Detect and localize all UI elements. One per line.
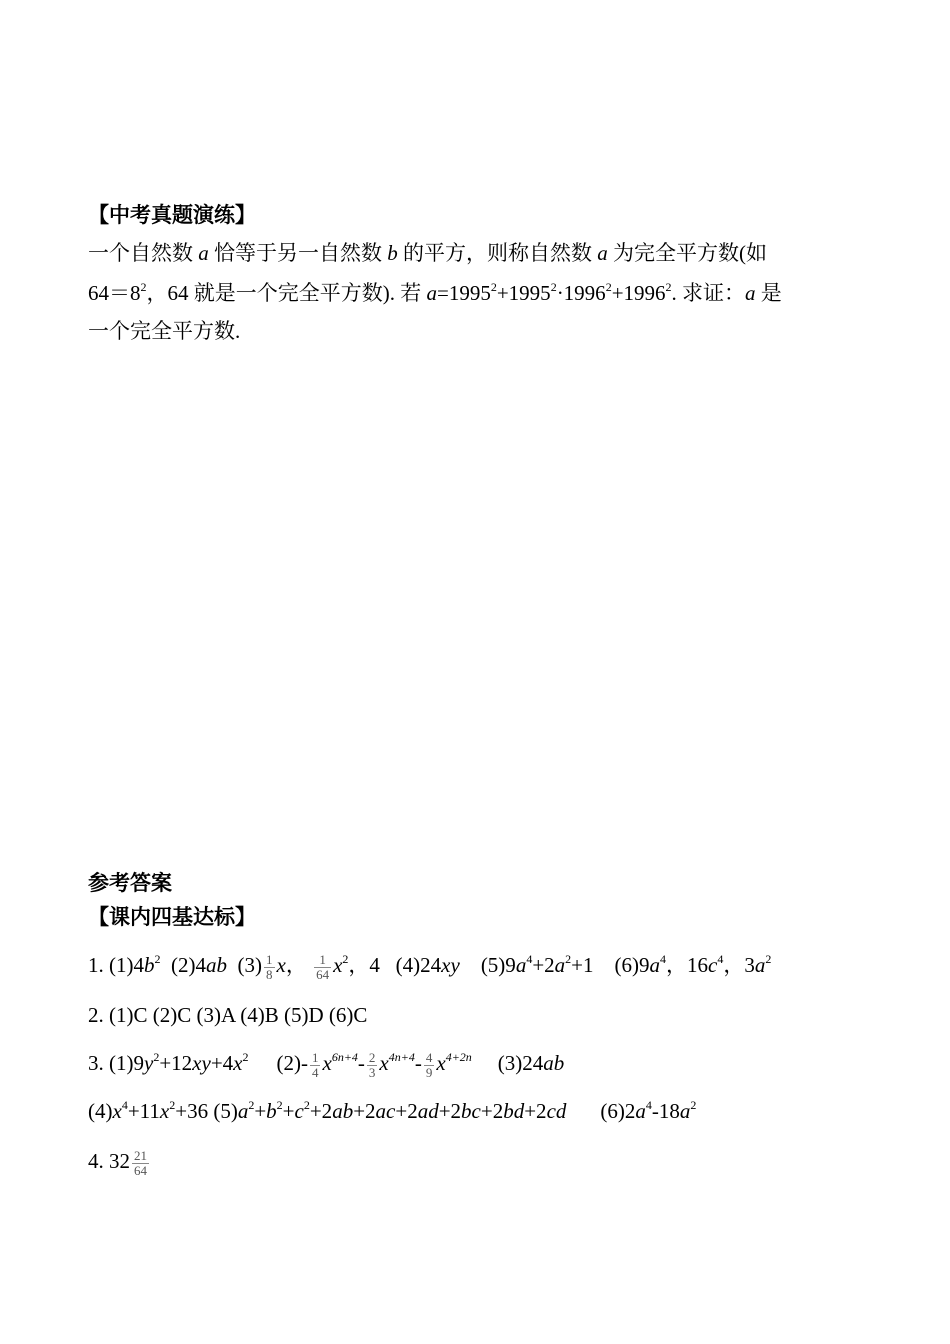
exam-problem-line-2: $64=8^2$，64 就是一个完全平方数). 若 $a=1995^2+1995^2\cdot 1996^2+1996^2$. 求证：a 是 xyxy=(88,280,782,305)
exam-problem-line-1: 一个自然数 a 恰等于另一自然数 b 的平方，则称自然数 a 为完全平方数(如 xyxy=(88,241,767,265)
answer-3: 3. $(1)9y^2+12xy+4x^2$ (2)- $\frac{1}{4}$ $x^{6n+4}-$ $\frac{2}{3}$ $x^{4n+4}-$ $\frac{4}{9}$ $x^{4+2n}$ (3)24ab xyxy=(88,1049,565,1080)
answer-2: 2. (1)C (2)C (3)A (4)B (5)D (6)C xyxy=(88,1003,368,1027)
fraction-2-3: $\frac{2}{3}$ xyxy=(368,1049,376,1080)
answers-title: 参考答案 xyxy=(88,871,172,895)
fraction-1-64: $\frac{1}{64}$ xyxy=(316,951,330,982)
answers-subtitle: 【课内四基达标】 xyxy=(88,905,256,929)
fraction-21-64: $\frac{21}{64}$ xyxy=(134,1147,147,1178)
fraction-1-8: $\frac{1}{8}$ xyxy=(266,951,273,982)
fraction-1-4: $\frac{1}{4}$ xyxy=(311,1049,319,1080)
answer-4: 4. 32 $\frac{21}{64}$ xyxy=(88,1147,147,1178)
answer-1: 1. $(1)4b^2$ (2)4ab (3) $\frac{1}{8}$ x， $\frac{1}{64}$ $x^2$，4 (4)24xy $(5)9a^4+2a^2+1$ $(6)9a^4$，$16c^4$，$3a^2$ xyxy=(88,951,772,982)
fraction-4-9: $\frac{4}{9}$ xyxy=(425,1049,433,1080)
exam-heading: 【中考真题演练】 xyxy=(88,203,256,227)
answer-3-continued: $(4)x^4+11x^2+36$ $(5)a^2+b^2+c^2+2ab+2ac+2ad+2bc+2bd+2cd$ $(6)2a^4-18a^2$ xyxy=(88,1098,697,1123)
exam-problem-line-3: 一个完全平方数. xyxy=(88,319,241,343)
